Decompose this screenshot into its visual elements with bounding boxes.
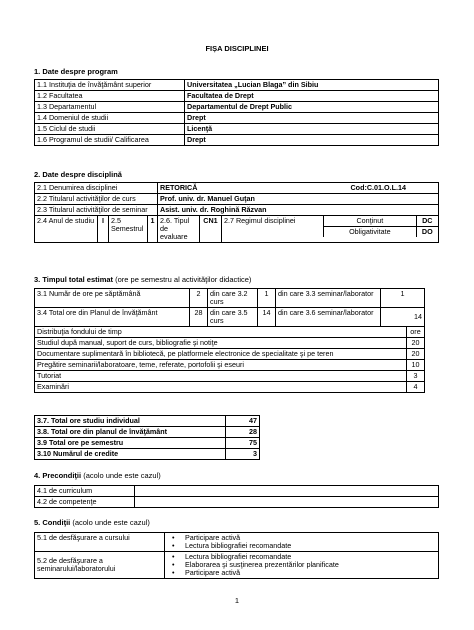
conditions-table: [34, 532, 439, 579]
row-label: 2.2 Titularul activităţilor de curs: [35, 194, 158, 205]
row-label: 1.4 Domeniul de studii: [35, 113, 185, 124]
table-row: 4.2 de competenţe: [35, 497, 439, 508]
regime-content-value: DC: [416, 216, 438, 227]
table-row: Tutoriat 3: [35, 371, 425, 382]
row-value: Drept: [185, 113, 439, 124]
discipline-name-cell: [158, 183, 439, 194]
table-row: Examinări 4: [35, 382, 425, 393]
regime-subtable: [222, 216, 438, 237]
seminar-conditions-list: [167, 553, 436, 577]
table-row: Documentare suplimentară în bibliotecă, pe platformele electronice de specialitate şi pe teren 20: [35, 349, 425, 360]
table-row: 3.10 Numărul de credite 3: [35, 449, 260, 460]
regime-obligation-label: Obligativitate: [324, 227, 416, 238]
row-value: CN1: [200, 216, 222, 243]
regime-obligation-value: DO: [416, 227, 438, 238]
row-label: 2.3 Titularul activităţilor de seminar: [35, 205, 158, 216]
time-table: [34, 288, 425, 393]
course-conditions-list: [167, 534, 436, 550]
table-row: [35, 135, 439, 146]
table-row: [35, 183, 439, 194]
row-label: 2.5 Semestrul: [109, 216, 148, 243]
list-item: • Lectura bibliografiei recomandate: [181, 542, 436, 550]
row-value: Drept: [185, 135, 439, 146]
table-row: 4.1 de curriculum: [35, 486, 439, 497]
discipline-code: Cod:C.01.O.L.14: [350, 183, 406, 192]
row-label: 1.3 Departamentul: [35, 102, 185, 113]
table-row: 5.1 de desfăşurare a cursului • Participare activă • Lectura bibliografiei recomandate: [35, 533, 439, 552]
row-label: 2.6. Tipul de evaluare: [158, 216, 200, 243]
list-item: • Lectura bibliografiei recomandate: [181, 553, 436, 561]
table-row: [35, 205, 439, 216]
row-value: Departamentul de Drept Public: [185, 102, 439, 113]
regime-content-label: Conţinut: [324, 216, 416, 227]
section-2-heading: 2. Date despre disciplină: [34, 170, 122, 179]
list-item: • Participare activă: [181, 569, 436, 577]
row-label: 2.4 Anul de studiu: [35, 216, 98, 243]
list-item: • Elaborarea şi susţinerea prezentărilor planificate: [181, 561, 436, 569]
regime-cell: [222, 216, 439, 243]
table-row: 3.8. Total ore din planul de învăţământ 28: [35, 427, 260, 438]
table-row: Studiul după manual, suport de curs, bibliografie şi notiţe 20: [35, 338, 425, 349]
row-value: Facultatea de Drept: [185, 91, 439, 102]
discipline-name: RETORICĂ: [160, 183, 198, 192]
section-4-heading: 4. Precondiţii (acolo unde este cazul): [34, 471, 161, 480]
row-value: 1: [148, 216, 158, 243]
page-number: 1: [234, 596, 240, 605]
row-value: Prof. univ. dr. Manuel Guţan: [158, 194, 439, 205]
table-row: 3.4 Total ore din Planul de învăţământ 28 din care 3.5 curs 14 din care 3.6 seminar/laborator 14: [35, 308, 425, 327]
table-row: 5.2 de desfăşurare a seminarului/laboratorului • Lectura bibliografiei recomandate • Elaborarea şi susţinerea prezentărilor planificate • Participare activă: [35, 552, 439, 579]
row-value: Universitatea „Lucian Blaga” din Sibiu: [185, 80, 439, 91]
program-table: [34, 79, 439, 146]
row-label: 1.1 Instituţia de învăţământ superior: [35, 80, 185, 91]
table-row: [35, 80, 439, 91]
totals-table: [34, 415, 260, 460]
row-label: 2.1 Denumirea disciplinei: [35, 183, 158, 194]
table-row: Distribuţia fondului de timp ore: [35, 327, 425, 338]
row-value: Asist. univ. dr. Roghină Răzvan: [158, 205, 439, 216]
table-row: 3.7. Total ore studiu individual 47: [35, 416, 260, 427]
table-row: [35, 91, 439, 102]
section-5-heading: 5. Condiţii (acolo unde este cazul): [34, 518, 150, 527]
table-row: [35, 102, 439, 113]
section-3-heading: 3. Timpul total estimat (ore pe semestru al activităţilor didactice): [34, 275, 252, 284]
row-value: Licenţă: [185, 124, 439, 135]
table-row: 3.9 Total ore pe semestru 75: [35, 438, 260, 449]
table-row: [35, 124, 439, 135]
document-title: FIȘA DISCIPLINEI: [205, 44, 269, 53]
table-row: [35, 216, 439, 243]
row-label: 1.5 Ciclul de studii: [35, 124, 185, 135]
preconditions-table: [34, 485, 439, 508]
section-1-heading: 1. Date despre program: [34, 67, 118, 76]
list-item: • Participare activă: [181, 534, 436, 542]
table-row: Pregătire seminarii/laboratoare, teme, referate, portofolii şi eseuri 10: [35, 360, 425, 371]
row-label: 1.2 Facultatea: [35, 91, 185, 102]
table-row: 3.1 Număr de ore pe săptămână 2 din care 3.2 curs 1 din care 3.3 seminar/laborator 1: [35, 289, 425, 308]
row-label: 2.7 Regimul disciplinei: [222, 216, 324, 237]
table-row: [35, 113, 439, 124]
table-row: [35, 194, 439, 205]
row-label: 1.6 Programul de studii/ Calificarea: [35, 135, 185, 146]
discipline-table: [34, 182, 439, 243]
row-value: I: [98, 216, 109, 243]
